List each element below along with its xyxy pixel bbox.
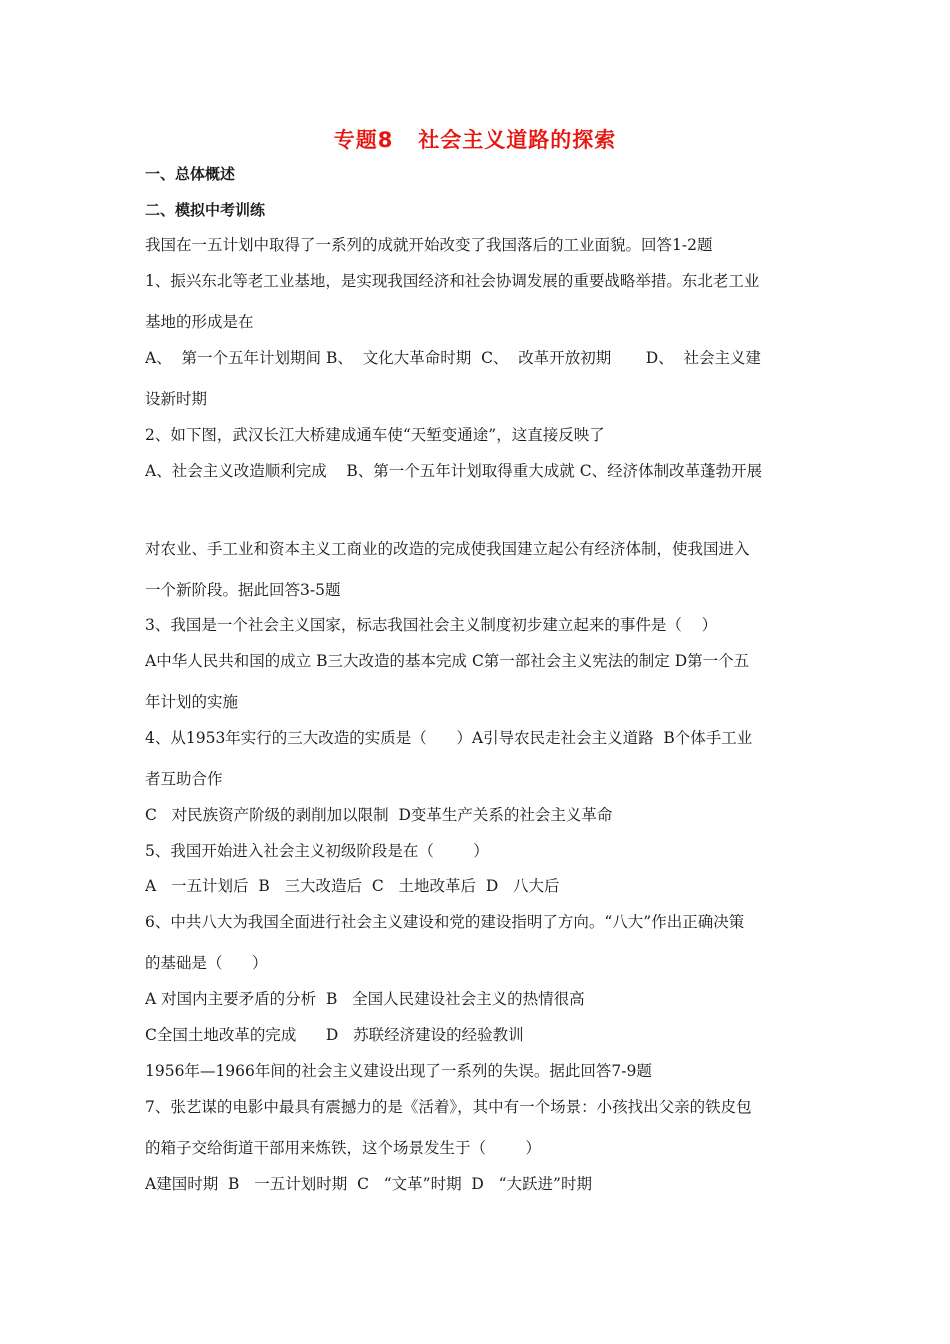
question-7-text-cont: 的箱子交给街道干部用来炼铁，这个场景发生于（ ） [145,1139,541,1157]
question-6-options: A 对国内主要矛盾的分析 B 全国人民建设社会主义的热情很高 [145,990,585,1008]
question-2-text: 2、如下图，武汉长江大桥建成通车使“天堑变通途”，这直接反映了 [145,426,605,444]
question-4-options: C 对民族资产阶级的剥削加以限制 D变革生产关系的社会主义革命 [145,806,613,824]
question-4-text: 4、从1953年实行的三大改造的实质是（ ）A引导农民走社会主义道路 B个体手工业 [145,729,753,747]
page-title: 专题8 社会主义道路的探索 [333,128,617,152]
question-6-text: 6、中共八大为我国全面进行社会主义建设和党的建设指明了方向。“八大”作出正确决策 [145,913,745,931]
question-7-text: 7、张艺谋的电影中最具有震撼力的是《活着》，其中有一个场景：小孩找出父亲的铁皮包 [145,1098,752,1116]
question-1-options-cont: 设新时期 [145,390,208,408]
question-1-options: A、 第一个五年计划期间 B、 文化大革命时期 C、 改革开放初期 D、 社会主义建 [145,349,762,367]
question-1-text-cont: 基地的形成是在 [145,313,254,331]
question-5-options: A 一五计划后 B 三大改造后 C 土地改革后 D 八大后 [145,877,560,895]
question-4-text-cont: 者互助合作 [145,770,223,788]
question-2-options: A、社会主义改造顺利完成 B、第一个五年计划取得重大成就 C、经济体制改革蓬勃开展 [145,462,763,480]
intro-paragraph-3: 1956年—1966年间的社会主义建设出现了一系列的失误。据此回答7-9题 [145,1062,652,1080]
intro-paragraph-2: 对农业、手工业和资本主义工商业的改造的完成使我国建立起公有经济体制，使我国进入 [145,540,750,558]
question-5-text: 5、我国开始进入社会主义初级阶段是在（ ） [145,842,489,860]
section-heading-mock-exam: 二、模拟中考训练 [145,201,266,219]
question-3-text: 3、我国是一个社会主义国家，标志我国社会主义制度初步建立起来的事件是（ ） [145,616,718,634]
intro-paragraph-2-cont: 一个新阶段。据此回答3-5题 [145,581,341,599]
question-6-options-cont: C全国土地改革的完成 D 苏联经济建设的经验教训 [145,1026,524,1044]
section-heading-overview: 一、总体概述 [145,165,236,183]
question-3-options-cont: 年计划的实施 [145,693,239,711]
question-1-text: 1、振兴东北等老工业基地，是实现我国经济和社会协调发展的重要战略举措。东北老工业 [145,272,760,290]
intro-paragraph-1: 我国在一五计划中取得了一系列的成就开始改变了我国落后的工业面貌。回答1-2题 [145,236,713,254]
question-6-text-cont: 的基础是（ ） [145,954,268,972]
question-3-options: A中华人民共和国的成立 B三大改造的基本完成 C第一部社会主义宪法的制定 D第一个五 [145,652,750,670]
question-7-options: A建国时期 B 一五计划时期 C “文革”时期 D “大跃进”时期 [145,1175,592,1193]
